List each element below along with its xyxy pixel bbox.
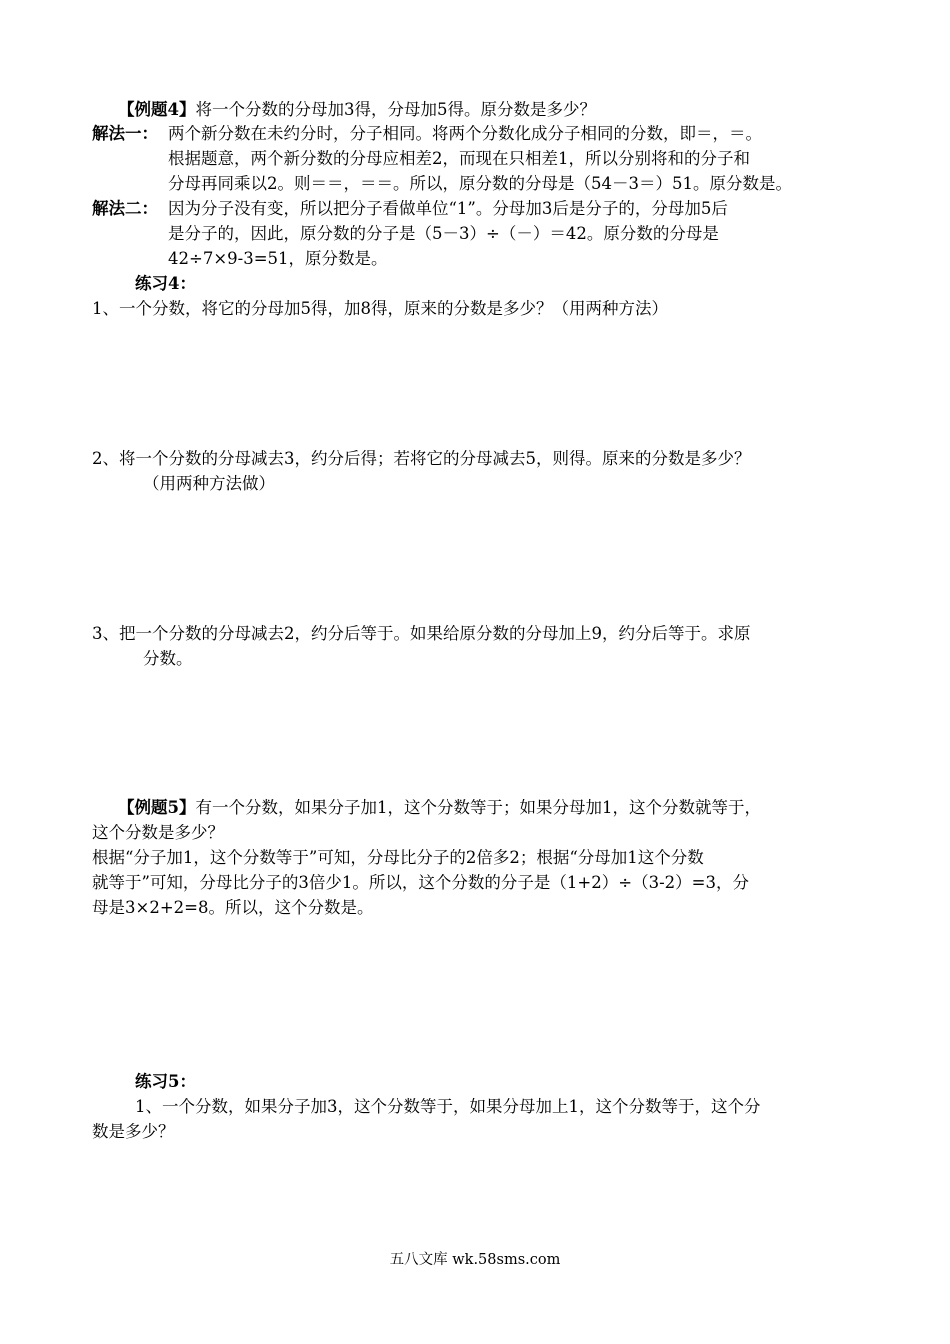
method1-line: 分母再同乘以2。则＝＝，＝＝。所以，原分数的分母是（54－3＝）51。原分数是。 [168, 174, 792, 193]
example4-question: 将一个分数的分母加3得，分母加5得。原分数是多少？ [195, 100, 596, 119]
practice5-question-1-cont: 数是多少？ [92, 1122, 175, 1141]
practice4-question-3-cont: 分数。 [143, 649, 193, 668]
example5-solution-line: 就等于”可知，分母比分子的3倍少1。所以，这个分数的分子是（1+2）÷（3-2）=3，分 [92, 873, 749, 892]
method1-label: 解法一： [92, 124, 158, 143]
method2-line: 是分子的，因此，原分数的分子是（5－3）÷（－）＝42。原分数的分母是 [168, 224, 719, 243]
practice4-question-3: 3、把一个分数的分母减去2，约分后等于。如果给原分数的分母加上9，约分后等于。求原 [92, 624, 751, 643]
example5-question-cont: 这个分数是多少？ [92, 823, 224, 842]
example4-heading [118, 98, 596, 122]
practice4-question-1: 1、一个分数，将它的分母加5得，加8得，原来的分数是多少？（用两种方法） [92, 299, 668, 318]
example5-solution-line: 根据“分子加1，这个分数等于”可知，分母比分子的2倍多2；根据“分母加1这个分数 [92, 848, 704, 867]
example5-question: 有一个分数，如果分子加1，这个分数等于；如果分母加1，这个分数就等于， [195, 798, 761, 817]
example5-title: 【例题5】 [118, 798, 196, 817]
page-footer: 五八文库 wk.58sms.com [389, 1252, 561, 1268]
practice4-question-2-cont: （用两种方法做） [143, 474, 275, 493]
method2-line: 42÷7×9-3=51，原分数是。 [168, 249, 388, 268]
practice4-title: 练习4： [135, 274, 196, 293]
method2-label: 解法二： [92, 199, 158, 218]
example5-solution-line: 母是3×2+2=8。所以，这个分数是。 [92, 898, 374, 917]
method2-line: 因为分子没有变，所以把分子看做单位“1”。分母加3后是分子的，分母加5后 [168, 199, 728, 218]
method1-line: 两个新分数在未约分时，分子相同。将两个分数化成分子相同的分数，即＝，＝。 [168, 124, 762, 143]
practice5-question-1: 1、一个分数，如果分子加3，这个分数等于，如果分母加上1，这个分数等于，这个分 [135, 1097, 761, 1116]
practice4-question-2: 2、将一个分数的分母减去3，约分后得；若将它的分母减去5，则得。原来的分数是多少？ [92, 449, 751, 468]
example5-heading [118, 796, 761, 820]
method1-line: 根据题意，两个新分数的分母应相差2，而现在只相差1，所以分别将和的分子和 [168, 149, 750, 168]
practice5-title: 练习5： [135, 1072, 196, 1091]
example4-title: 【例题4】 [118, 100, 196, 119]
